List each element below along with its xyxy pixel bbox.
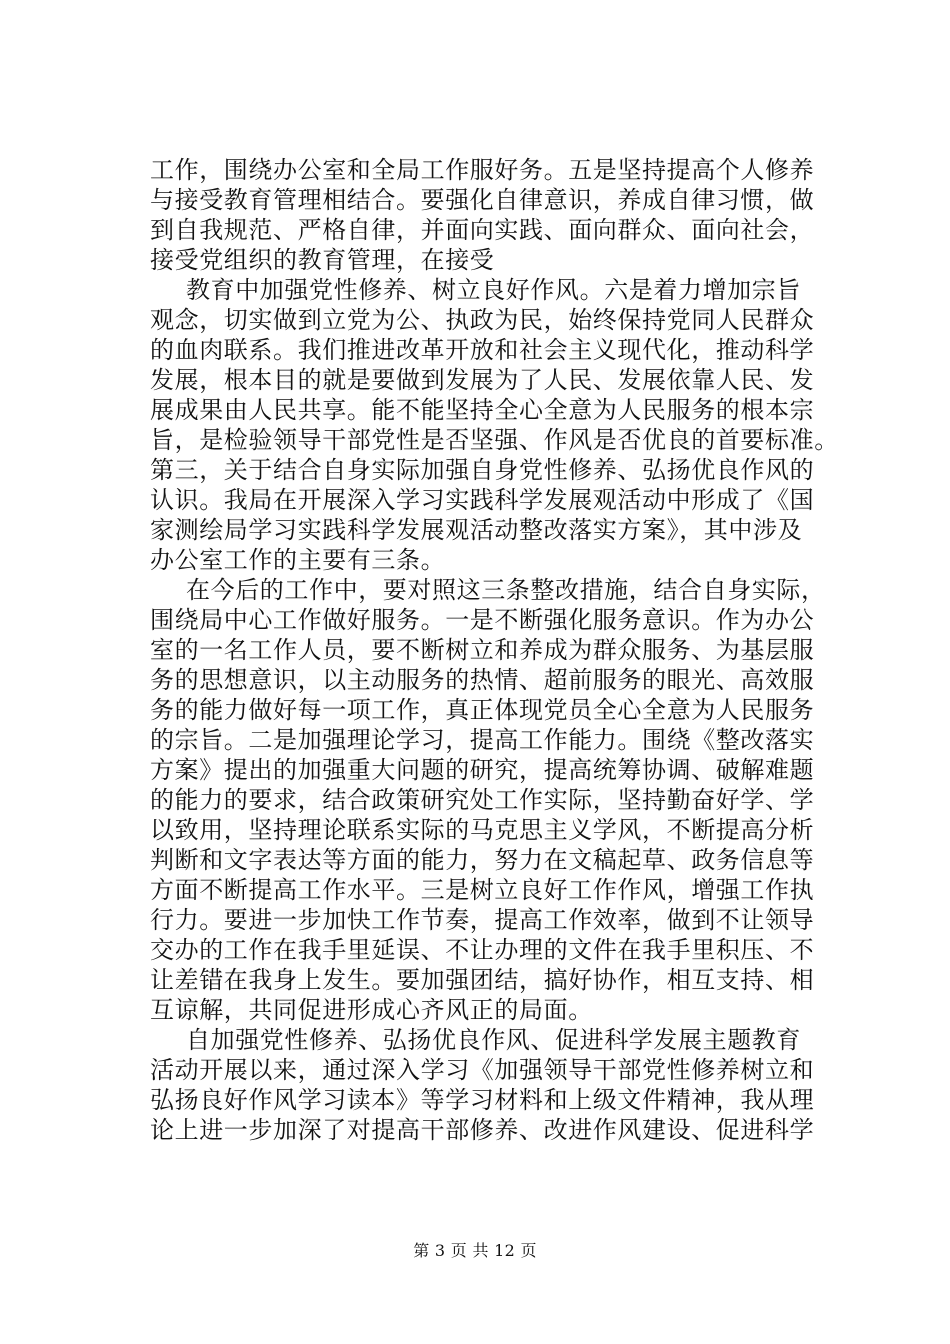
text-line: 室的一名工作人员，要不断树立和养成为群众服务、为基层服	[150, 636, 815, 664]
text-line: 接受党组织的教育管理，在接受	[150, 246, 495, 274]
text-line: 认识。我局在开展深入学习实践科学发展观活动中形成了《国	[150, 486, 815, 514]
text-line: 围绕局中心工作做好服务。一是不断强化服务意识。作为办公	[150, 606, 815, 634]
text-line: 互谅解，共同促进形成心齐风正的局面。	[150, 996, 593, 1024]
text-line: 弘扬良好作风学习读本》等学习材料和上级文件精神，我从理	[150, 1086, 815, 1114]
text-line: 务的思想意识，以主动服务的热情、超前服务的眼光、高效服	[150, 666, 815, 694]
text-line: 的宗旨。二是加强理论学习，提高工作能力。围绕《整改落实	[150, 726, 815, 754]
text-line: 的血肉联系。我们推进改革开放和社会主义现代化，推动科学	[150, 336, 815, 364]
text-line: 家测绘局学习实践科学发展观活动整改落实方案》，其中涉及	[150, 516, 803, 544]
paragraph-first-line: 在今后的工作中，要对照这三条整改措施，结合自身实际，	[186, 576, 826, 604]
text-line: 工作，围绕办公室和全局工作服好务。五是坚持提高个人修养	[150, 156, 815, 184]
text-line: 论上进一步加深了对提高干部修养、改进作风建设、促进科学	[150, 1116, 815, 1144]
page-number-footer: 第 3 页 共 12 页	[413, 1241, 537, 1260]
text-line: 第三，关于结合自身实际加强自身党性修养、弘扬优良作风的	[150, 456, 815, 484]
text-line: 与接受教育管理相结合。要强化自律意识，养成自律习惯，做	[150, 186, 815, 214]
text-line: 方案》提出的加强重大问题的研究，提高统筹协调、破解难题	[150, 756, 815, 784]
text-line: 行力。要进一步加快工作节奏，提高工作效率，做到不让领导	[150, 906, 815, 934]
text-line: 旨，是检验领导干部党性是否坚强、作风是否优良的首要标准。	[150, 426, 839, 454]
text-line: 让差错在我身上发生。要加强团结，搞好协作，相互支持、相	[150, 966, 815, 994]
text-line: 活动开展以来，通过深入学习《加强领导干部党性修养树立和	[150, 1056, 815, 1084]
text-line: 判断和文字表达等方面的能力，努力在文稿起草、政务信息等	[150, 846, 815, 874]
text-line: 到自我规范、严格自律，并面向实践、面向群众、面向社会，	[150, 216, 815, 244]
body-text	[150, 155, 840, 1145]
text-line: 展成果由人民共享。能不能坚持全心全意为人民服务的根本宗	[150, 396, 815, 424]
paragraph-first-line: 自加强党性修养、弘扬优良作风、促进科学发展主题教育	[186, 1026, 801, 1054]
text-line: 办公室工作的主要有三条。	[150, 546, 446, 574]
paragraph-first-line: 教育中加强党性修养、树立良好作风。六是着力增加宗旨	[186, 276, 801, 304]
text-line: 的能力的要求，结合政策研究处工作实际，坚持勤奋好学、学	[150, 786, 815, 814]
text-line: 方面不断提高工作水平。三是树立良好工作作风，增强工作执	[150, 876, 815, 904]
text-line: 务的能力做好每一项工作，真正体现党员全心全意为人民服务	[150, 696, 815, 724]
text-line: 交办的工作在我手里延误、不让办理的文件在我手里积压、不	[150, 936, 815, 964]
text-line: 观念，切实做到立党为公、执政为民，始终保持党同人民群众	[150, 306, 815, 334]
text-line: 发展，根本目的就是要做到发展为了人民、发展依靠人民、发	[150, 366, 815, 394]
text-line: 以致用，坚持理论联系实际的马克思主义学风，不断提高分析	[150, 816, 815, 844]
